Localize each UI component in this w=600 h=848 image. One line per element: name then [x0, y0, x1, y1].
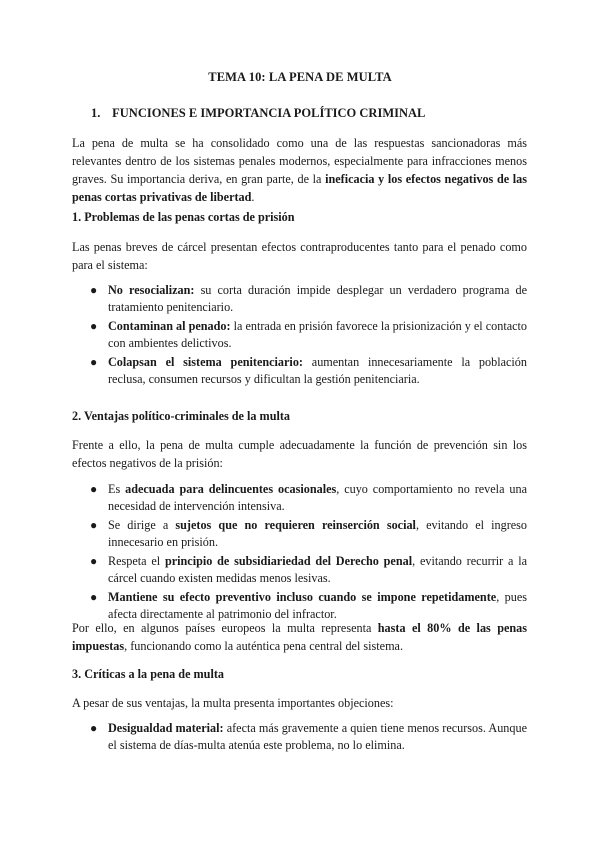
item-pre: Se dirige a [108, 518, 176, 532]
advantages-intro: Frente a ello, la pena de multa cumple adecuadamente la función de prevención sin los efectos negativos de la prisión: [72, 438, 527, 470]
bullet-icon: ● [90, 518, 98, 532]
bullet-icon: ● [90, 721, 98, 735]
bullet-icon: ● [90, 283, 98, 297]
item-text: , evitando el ingreso innecesario en prisión. [108, 518, 528, 549]
criticisms-list [90, 720, 527, 756]
bullet-icon: ● [90, 355, 98, 369]
closing-bold: hasta el 80% de las penas impuestas [72, 621, 527, 653]
advantages-closing [72, 619, 527, 655]
intro-text: La pena de multa se ha consolidado como una de las respuestas sancionadoras más relevantes dentro de los sistemas penales modernos, especialmente para infracciones menos graves. Su importancia deriva, en gran parte, de la [72, 136, 527, 186]
section-number: 1. [91, 106, 101, 120]
item-text: , evitando recurrir a la cárcel cuando existen medidas menos lesivas. [108, 554, 527, 585]
item-bold: principio de subsidiariedad del Derecho penal [164, 554, 413, 568]
bullet-icon: ● [90, 319, 98, 333]
subheading-problems: 1. Problemas de las penas cortas de prisión [72, 210, 295, 224]
list-item [90, 517, 527, 551]
intro-bold: ineficacia y los efectos negativos de las penas cortas privativas de libertad [72, 172, 527, 204]
item-text: su corta duración impide desplegar un verdadero programa de tratamiento penitenciario. [108, 283, 527, 314]
item-text: , pues afecta directamente al patrimonio del infractor. [108, 590, 527, 621]
intro-paragraph [72, 134, 527, 206]
list-item [90, 589, 527, 623]
intro-end: . [251, 190, 255, 204]
list-item [90, 720, 527, 754]
closing-end: , funcionando como la auténtica pena central del sistema. [124, 639, 404, 653]
criticisms-intro: A pesar de sus ventajas, la multa presenta importantes objeciones: [72, 696, 394, 710]
list-item [90, 318, 527, 352]
item-text: , cuyo comportamiento no revela una necesidad de intervención intensiva. [108, 482, 527, 513]
advantages-list [90, 481, 527, 625]
item-bold: adecuada para delincuentes ocasionales [125, 482, 337, 496]
item-pre: Es [108, 482, 126, 496]
item-bold: Contaminan al penado: [108, 319, 231, 333]
item-pre: Respeta el [108, 554, 165, 568]
problems-intro: Las penas breves de cárcel presentan efectos contraproducentes tanto para el penado como para el sistema: [72, 240, 527, 272]
item-text: aumentan innecesariamente la población reclusa, consumen recursos y dificultan la gestión penitenciaria. [108, 355, 527, 386]
bullet-icon: ● [90, 590, 98, 604]
item-bold: Desigualdad material: [108, 721, 224, 735]
list-item [90, 481, 527, 515]
subheading-criticisms: 3. Críticas a la pena de multa [72, 667, 224, 681]
item-bold: sujetos que no requieren reinserción social [175, 518, 416, 532]
list-item [90, 282, 527, 316]
page-title: TEMA 10: LA PENA DE MULTA [208, 70, 392, 84]
list-item [90, 553, 527, 587]
bullet-icon: ● [90, 482, 98, 496]
item-text: afecta más gravemente a quien tiene menos recursos. Aunque el sistema de días-multa atenúa este problema, no lo elimina. [108, 721, 527, 752]
bullet-icon: ● [90, 554, 98, 568]
item-bold: Colapsan el sistema penitenciario: [108, 355, 303, 369]
problems-list [90, 282, 527, 390]
item-bold: Mantiene su efecto preventivo incluso cuando se impone repetidamente [108, 590, 497, 604]
section-heading-text: FUNCIONES E IMPORTANCIA POLÍTICO CRIMINAL [112, 106, 426, 120]
list-item [90, 354, 527, 388]
subheading-advantages: 2. Ventajas político-criminales de la multa [72, 409, 291, 423]
section-heading [91, 106, 425, 121]
item-bold: No resocializan: [108, 283, 195, 297]
closing-text: Por ello, en algunos países europeos la multa representa [72, 621, 378, 635]
item-text: la entrada en prisión favorece la prisionización y el contacto con ambientes delictivos. [108, 319, 528, 350]
